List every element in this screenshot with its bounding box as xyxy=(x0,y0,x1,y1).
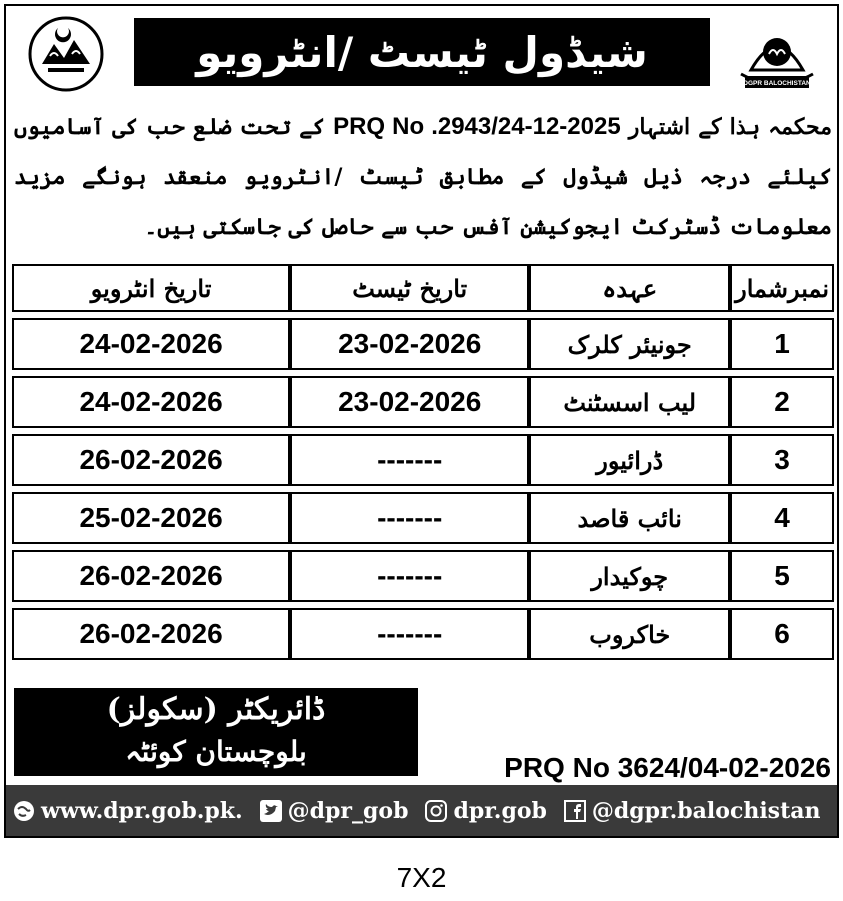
cell-post: چوکیدار xyxy=(529,550,730,602)
cell-serial-no: 1 xyxy=(730,318,834,370)
footer-facebook[interactable] xyxy=(563,798,821,824)
cell-test-date: ------- xyxy=(290,550,529,602)
facebook-icon xyxy=(563,799,587,823)
table-header-row xyxy=(12,264,834,312)
signature-designation: ڈائریکٹر (سکولز) xyxy=(106,692,326,727)
twitter-icon xyxy=(259,799,283,823)
cell-interview-date: 26-02-2026 xyxy=(12,608,290,660)
cell-test-date: ------- xyxy=(290,434,529,486)
cell-interview-date: 24-02-2026 xyxy=(12,376,290,428)
cell-serial-no: 5 xyxy=(730,550,834,602)
facebook-handle[interactable]: @dgpr.balochistan xyxy=(591,797,821,824)
twitter-handle[interactable]: @dpr_gob xyxy=(287,797,409,824)
table-row xyxy=(12,492,834,544)
cell-serial-no: 2 xyxy=(730,376,834,428)
intro-text-2: کے تحت ضلع حب کی آسامیوں کیلئے درجہ ذیل شیڈول کے مطابق ٹیسٹ /انٹرویو منعقد ہونگے مزید معلومات ڈسٹرکٹ ایجوکیشن آفس حب سے حاصل کی جاسکتی ہیں۔ xyxy=(14,114,832,240)
table-row xyxy=(12,318,834,370)
footer-twitter[interactable] xyxy=(259,798,409,824)
dgpr-logo-text: DGPR BALOCHISTAN xyxy=(743,80,811,87)
cell-test-date: 23-02-2026 xyxy=(290,376,529,428)
table-row xyxy=(12,608,834,660)
header-post: عہدہ xyxy=(529,264,730,312)
cell-serial-no: 6 xyxy=(730,608,834,660)
header-serial-no: نمبرشمار xyxy=(730,264,834,312)
cell-post: لیب اسسٹنٹ xyxy=(529,376,730,428)
cell-serial-no: 4 xyxy=(730,492,834,544)
prq-number: PRQ No 3624/04-02-2026 xyxy=(504,752,831,783)
cell-test-date: ------- xyxy=(290,492,529,544)
cell-serial-no: 3 xyxy=(730,434,834,486)
intro-reference: PRQ No .2943/24-12-2025 xyxy=(333,113,621,140)
table-row xyxy=(12,550,834,602)
footer-bar xyxy=(6,785,837,836)
table-row xyxy=(12,376,834,428)
cell-test-date: ------- xyxy=(290,608,529,660)
header-test-date: تاریخ ٹیسٹ xyxy=(290,264,529,312)
schedule-table xyxy=(12,258,834,666)
ad-size-label: 7X2 xyxy=(396,862,447,893)
intro-text-1: محکمہ ہذا کے اشتہار xyxy=(628,114,832,140)
footer-instagram[interactable] xyxy=(424,798,546,824)
cell-interview-date: 26-02-2026 xyxy=(12,550,290,602)
signature-location: بلوچستان کوئٹہ xyxy=(125,735,307,768)
globe-icon xyxy=(12,799,36,823)
instagram-icon xyxy=(424,799,448,823)
intro-paragraph xyxy=(14,102,832,252)
website-link[interactable]: www.dpr.gob.pk. xyxy=(41,797,243,824)
cell-post: جونیئر کلرک xyxy=(529,318,730,370)
cell-test-date: 23-02-2026 xyxy=(290,318,529,370)
instagram-handle[interactable]: dpr.gob xyxy=(453,797,547,824)
dgpr-logo-icon xyxy=(731,14,823,94)
cell-interview-date: 26-02-2026 xyxy=(12,434,290,486)
signature-block xyxy=(14,688,418,776)
advertisement xyxy=(4,4,839,838)
header-interview-date: تاریخ انٹرویو xyxy=(12,264,290,312)
cell-post: نائب قاصد xyxy=(529,492,730,544)
cell-interview-date: 24-02-2026 xyxy=(12,318,290,370)
page-title: شیڈول ٹیسٹ /انٹرویو xyxy=(134,18,710,86)
table-row xyxy=(12,434,834,486)
balochistan-emblem-icon xyxy=(20,14,112,94)
cell-post: خاکروب xyxy=(529,608,730,660)
cell-interview-date: 25-02-2026 xyxy=(12,492,290,544)
cell-post: ڈرائیور xyxy=(529,434,730,486)
footer-website[interactable] xyxy=(12,798,243,824)
